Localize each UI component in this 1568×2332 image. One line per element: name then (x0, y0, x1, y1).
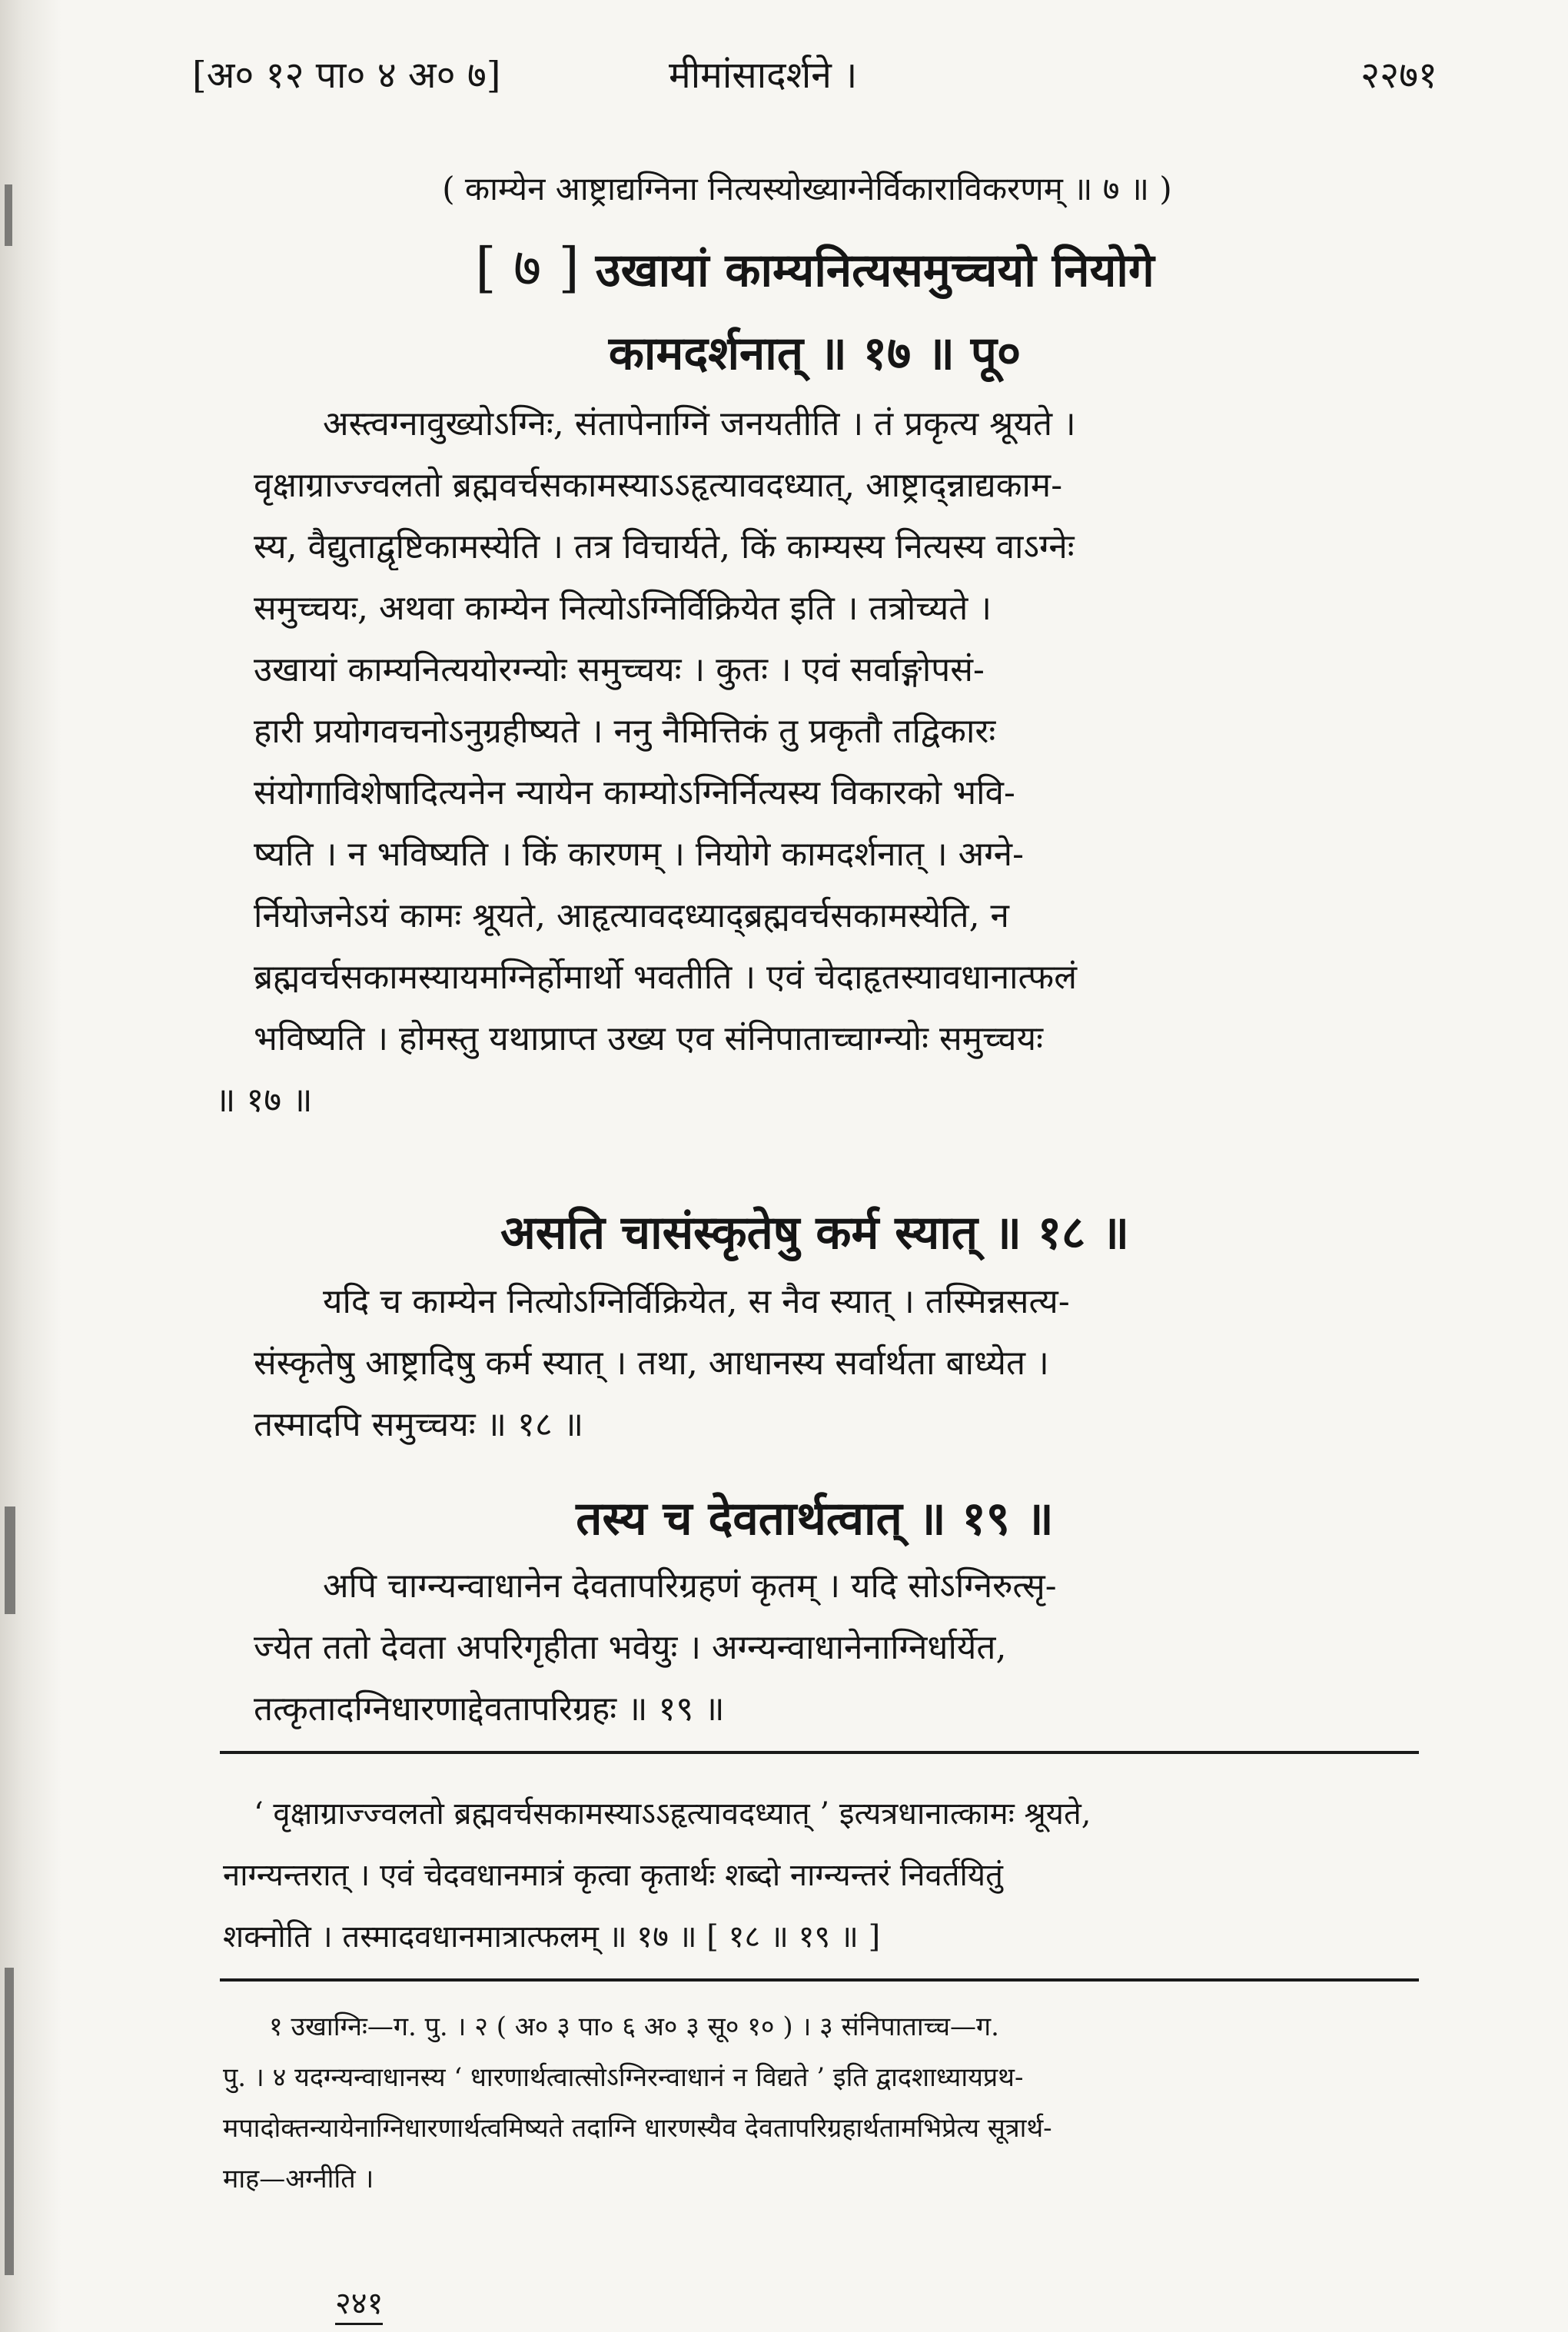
gloss-separator-rule (220, 1751, 1419, 1754)
sutra-17-line-2: कामदर्शनात् ॥ १७ ॥ पू० (608, 327, 1022, 380)
commentary-17-line: ॥ १७ ॥ (215, 1081, 313, 1120)
sutra-17-line-1 (192, 237, 1437, 301)
commentary-17-line: ष्यति । न भविष्यति । किं कारणम् । नियोगे कामदर्शनात् । अग्ने- (254, 835, 1024, 874)
commentary-17-line: समुच्चयः, अथवा काम्येन नित्योऽग्निर्विक्रियेत इति । तत्रोच्यते । (254, 589, 992, 628)
footnote-line: पु. । ४ यदग्न्यन्वाधानस्य ‘ धारणार्थत्वात्सोऽग्निरन्वाधानं न विद्यते ’ इति द्वादशाध्यायप्रथ- (223, 2062, 1024, 2093)
commentary-17-line: ब्रह्मवर्चसकामस्यायमग्निर्होमार्थो भवतीति । एवं चेदाहृतस्यावधानात्फलं (254, 958, 1078, 997)
footnote-separator-rule (220, 1978, 1419, 1982)
adhikarana-number: [ ७ ] (475, 236, 580, 299)
commentary-17-line: भविष्यति । होमस्तु यथाप्राप्त उख्य एव संनिपाताच्चाग्न्योः समुच्चयः (254, 1019, 1044, 1058)
gloss-line: शक्नोति । तस्मादवधानमात्रात्फलम् ॥ १७ ॥ [ १८ ॥ १९ ॥ ] (223, 1919, 881, 1955)
adhikarana-title: ( काम्येन आष्ट्राद्यग्निना नित्यस्योख्याग्नेर्विकाराविकरणम् ॥ ७ ॥ ) (442, 170, 1172, 208)
printer-signature-mark: २४१ (335, 2284, 383, 2325)
commentary-18-line: तस्मादपि समुच्चयः ॥ १८ ॥ (254, 1405, 584, 1444)
sutra-17-text-1: उखायां काम्यनित्यसमुच्चयो नियोगे (595, 244, 1154, 297)
commentary-19-line: ज्येत ततो देवता अपरिगृहीता भवेयुः । अग्न्यन्वाधानेनाग्निर्धार्येत, (254, 1628, 1007, 1667)
commentary-17-line: संयोगाविशेषादित्यनेन न्यायेन काम्योऽग्निर्नित्यस्य विकारको भवि- (254, 773, 1015, 812)
commentary-18-line: यदि च काम्येन नित्योऽग्निर्विक्रियेत, स नैव स्यात् । तस्मिन्नसत्य- (323, 1282, 1070, 1321)
scan-artifact (5, 184, 12, 246)
footnote-line: माह—अग्नीति । (223, 2164, 374, 2194)
commentary-19-line: तत्कृतादग्निधारणाद्देवतापरिग्रहः ॥ १९ ॥ (254, 1689, 725, 1729)
commentary-17-line: उखायां काम्यनित्ययोरग्न्योः समुच्चयः । कुतः । एवं सर्वाङ्गोपसं- (254, 650, 985, 689)
commentary-17-line: वृक्षाग्राज्ज्वलतो ब्रह्मवर्चसकामस्याऽऽहृत्यावदध्यात्, आष्ट्राद्न्नाद्यकाम- (254, 466, 1063, 505)
gloss-line: नाग्न्यन्तरात् । एवं चेदवधानमात्रं कृत्वा कृतार्थः शब्दो नाग्न्यन्तरं निवर्तयितुं (223, 1858, 1003, 1893)
running-header (192, 45, 1437, 106)
footnote-line: १ उखाग्निः—ग. पु. । २ ( अ० ३ पा० ६ अ० ३ सू० १० ) । ३ संनिपाताच्च—ग. (269, 2011, 999, 2042)
commentary-18-line: संस्कृतेषु आष्ट्रादिषु कर्म स्यात् । तथा, आधानस्य सर्वार्थता बाध्येत । (254, 1344, 1049, 1383)
footnote-line: मपादोक्तन्यायेनाग्निधारणार्थत्वमिष्यते तदाग्नि धारणस्यैव देवतापरिग्रहार्थतामभिप्रेत्य सूत्रार्थ- (223, 2113, 1052, 2144)
commentary-17-line: अस्त्वग्नावुख्योऽग्निः, संतापेनाग्निं जनयतीति । तं प्रकृत्य श्रूयते । (323, 404, 1076, 443)
commentary-17-line: स्य, वैद्युताद्वृष्टिकामस्येति । तत्र विचार्यते, किं काम्यस्य नित्यस्य वाऽग्नेः (254, 527, 1075, 566)
scan-artifact (5, 1968, 14, 2275)
sutra-18: असति चासंस्कृतेषु कर्म स्यात् ॥ १८ ॥ (500, 1206, 1130, 1260)
header-page-number: २२७१ (1360, 54, 1437, 97)
commentary-19-line: अपि चाग्न्यन्वाधानेन देवतापरिग्रहणं कृतम् । यदि सोऽग्निरुत्सृ- (323, 1566, 1057, 1606)
gloss-line: ‘ वृक्षाग्राज्ज्वलतो ब्रह्मवर्चसकामस्याऽऽहृत्यावदध्यात् ’ इत्यत्रधानात्कामः श्रूयते, (254, 1796, 1091, 1832)
header-book-title: मीमांसादर्शने । (669, 54, 858, 97)
header-section-reference: [अ० १२ पा० ४ अ० ७] (192, 54, 501, 97)
scan-artifact (5, 1506, 15, 1614)
sutra-19: तस्य च देवतार्थत्वात् ॥ १९ ॥ (576, 1492, 1054, 1546)
commentary-17-line: र्नियोजनेऽयं कामः श्रूयते, आहृत्यावदध्याद्ब्रह्मवर्चसकामस्येति, न (254, 896, 1009, 935)
commentary-17-line: हारी प्रयोगवचनोऽनुग्रहीष्यते । ननु नैमित्तिकं तु प्रकृतौ तद्विकारः (254, 712, 996, 751)
